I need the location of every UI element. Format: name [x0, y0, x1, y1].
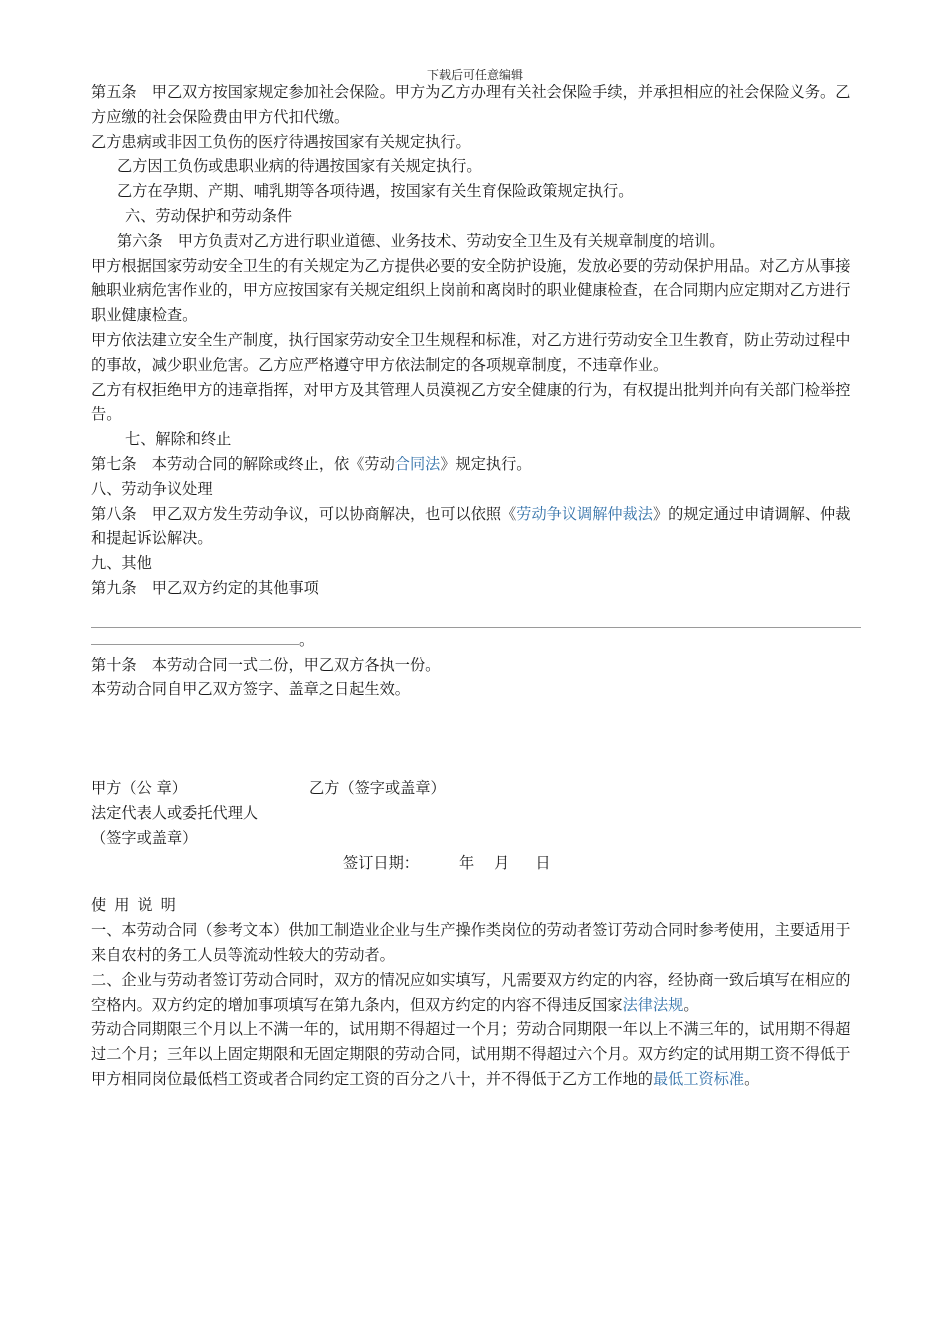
article6-safety-paragraph: 甲方根据国家劳动安全卫生的有关规定为乙方提供必要的安全防护设施，发放必要的劳动保护用品。对乙方从事接触职业病危害作业的，甲方应按国家有关规定组织上岗前和离岗时的职业健康检查，在合同期内应定期对乙方进行职业健康检查。: [91, 256, 851, 325]
article9-paragraph: 第九条 甲乙双方约定的其他事项: [91, 578, 319, 597]
article9-blank-end: 。: [299, 630, 315, 649]
page-header-note: 下载后可任意编辑: [426, 68, 523, 82]
contract-law-link[interactable]: 合同法: [394, 454, 441, 473]
section6-heading: 六、劳动保护和劳动条件: [125, 206, 293, 225]
signing-date-row: [91, 851, 861, 876]
legal-rep-label: 法定代表人或委托代理人: [91, 803, 259, 822]
article9-blank-short-row: [91, 628, 861, 653]
article7-text-end: 》规定执行。: [440, 454, 532, 473]
article5-maternity-paragraph: 乙方在孕期、产期、哺乳期等各项待遇，按国家有关生育保险政策规定执行。: [117, 182, 634, 201]
section9-heading: 九、其他: [91, 554, 152, 573]
usage-paragraph-1: 一、本劳动合同（参考文本）供加工制造业企业与生产操作类岗位的劳动者签订劳动合同时参考使用，主要适用于来自农村的务工人员等流动性较大的劳动者。: [91, 921, 851, 964]
article9-blank-short[interactable]: [91, 630, 299, 645]
date-year-label: 年: [458, 853, 475, 872]
article9-blank-line[interactable]: [91, 611, 861, 628]
party-a-seal-label: 甲方（公 章）: [91, 779, 187, 798]
date-day-label: 日: [535, 853, 551, 872]
usage-paragraph-2-text: 二、企业与劳动者签订劳动合同时，双方的情况应如实填写，凡需要双方约定的内容，经协商一致后填写在相应的空格内。双方约定的增加事项填写在第九条内，但双方约定的内容不得违反国家: [91, 970, 851, 1014]
usage-paragraph-3: [91, 1017, 861, 1091]
article10-paragraph: 第十条 本劳动合同一式二份，甲乙双方各执一份。: [91, 655, 441, 674]
article5-injury-paragraph: 乙方因工负伤或患职业病的待遇按国家有关规定执行。: [117, 157, 482, 176]
usage-paragraph-3-end: 。: [744, 1069, 760, 1088]
usage-paragraph-2-end: 。: [683, 995, 699, 1014]
article8-paragraph: [91, 502, 861, 552]
article5-medical-paragraph: 乙方患病或非因工负伤的医疗待遇按国家有关规定执行。: [91, 132, 471, 151]
contract-document: [91, 80, 861, 1092]
article8-text-end: 》的规定通过申请调解、仲裁和提起诉讼解决。: [91, 504, 851, 548]
article5-paragraph: 第五条 甲乙双方按国家规定参加社会保险。甲方为乙方办理有关社会保险手续，并承担相应的社会保险义务。乙方应缴的社会保险费由甲方代扣代缴。: [91, 83, 851, 126]
usage-paragraph-3-text: 劳动合同期限三个月以上不满一年的，试用期不得超过一个月；劳动合同期限一年以上不满三年的，试用期不得超过二个月；三年以上固定期限和无固定期限的劳动合同，试用期不得超过六个月。双方约定的试用期工资不得低于甲方相同岗位最低档工资或者合同约定工资的百分之八十，并不得低于乙方工作地的: [91, 1020, 851, 1088]
arbitration-law-link[interactable]: 劳动争议调解仲裁法: [516, 504, 653, 523]
article7-paragraph: [91, 452, 861, 477]
date-month-label: 月: [494, 853, 510, 872]
article7-text: 第七条 本劳动合同的解除或终止，依《劳动: [91, 454, 395, 473]
signing-date-label: 签订日期：: [343, 853, 419, 872]
usage-paragraph-2: [91, 968, 861, 1018]
minimum-wage-link[interactable]: 最低工资标准: [652, 1069, 745, 1088]
article10-effective-paragraph: 本劳动合同自甲乙双方签字、盖章之日起生效。: [91, 680, 410, 699]
section8-heading: 八、劳动争议处理: [91, 479, 213, 498]
article8-text: 第八条 甲乙双方发生劳动争议，可以协商解决，也可以依照《: [91, 504, 517, 523]
laws-regulations-link[interactable]: 法律法规: [622, 995, 684, 1014]
party-b-sign-label: 乙方（签字或盖章）: [309, 779, 446, 798]
usage-title: 使用说明: [91, 896, 184, 915]
article6-rights-paragraph: 乙方有权拒绝甲方的违章指挥，对甲方及其管理人员漠视乙方安全健康的行为，有权提出批判并向有关部门检举控告。: [91, 380, 851, 424]
article6-paragraph: 第六条 甲方负责对乙方进行职业道德、业务技术、劳动安全卫生及有关规章制度的培训。: [117, 231, 725, 250]
signature-row: [91, 776, 861, 801]
article6-production-paragraph: 甲方依法建立安全生产制度，执行国家劳动安全卫生规程和标准，对乙方进行劳动安全卫生教育，防止劳动过程中的事故，减少职业危害。乙方应严格遵守甲方依法制定的各项规章制度，不违章作业。: [91, 330, 851, 374]
section7-heading: 七、解除和终止: [125, 430, 232, 449]
legal-rep-sign-label: （签字或盖章）: [91, 828, 198, 847]
